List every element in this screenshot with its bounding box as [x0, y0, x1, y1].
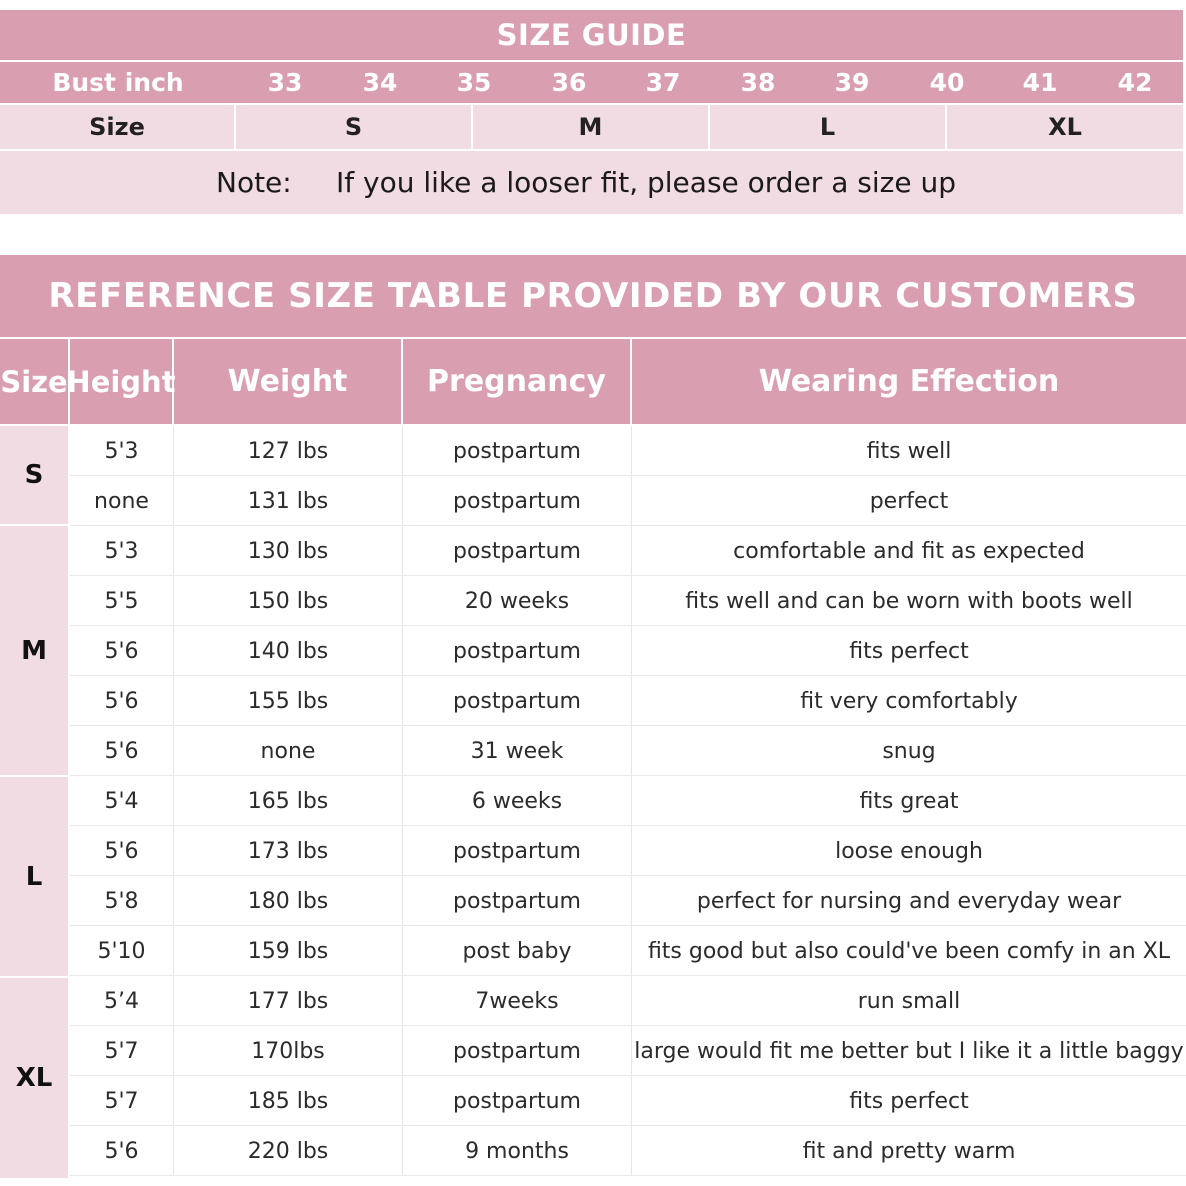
- weight-cell: 165 lbs: [174, 776, 403, 826]
- size-m: M: [473, 105, 710, 149]
- bust-value: 42: [1117, 68, 1153, 97]
- weight-cell: 131 lbs: [174, 476, 403, 526]
- bust-value: 39: [834, 68, 870, 97]
- bust-value: 36: [551, 68, 587, 97]
- wearing-effect-cell: fits perfect: [849, 1088, 969, 1114]
- weight-cell: 177 lbs: [174, 976, 403, 1026]
- table-row: [70, 476, 1186, 526]
- height-cell: 5'7: [70, 1076, 174, 1126]
- weight-cell: 140 lbs: [174, 626, 403, 676]
- group-size-m: M: [0, 526, 68, 777]
- weight-cell: 185 lbs: [174, 1076, 403, 1126]
- table-row: [70, 676, 1186, 726]
- wearing-effect-cell: snug: [882, 738, 936, 764]
- note-label: Note:: [216, 166, 292, 199]
- wearing-effect-cell: fits well and can be worn with boots well: [685, 588, 1133, 614]
- table-row: [70, 626, 1186, 676]
- wearing-effect-cell: run small: [857, 988, 961, 1014]
- pregnancy-cell: 20 weeks: [403, 576, 632, 626]
- weight-cell: 170lbs: [174, 1026, 403, 1076]
- weight-cell: 127 lbs: [174, 426, 403, 476]
- table-row: [70, 1126, 1186, 1176]
- height-cell: 5'3: [70, 526, 174, 576]
- header-pregnancy: Pregnancy: [403, 339, 632, 424]
- table-row: [70, 426, 1186, 476]
- size-label: Size: [0, 105, 236, 149]
- wearing-effect-cell: fits good but also could've been comfy in an XL: [647, 938, 1171, 964]
- wearing-effect-cell: large would fit me better but I like it a little baggy: [634, 1038, 1184, 1064]
- weight-cell: 180 lbs: [174, 876, 403, 926]
- height-cell: 5'6: [70, 726, 174, 776]
- wearing-effect-cell: comfortable and fit as expected: [733, 538, 1085, 564]
- wearing-effect-cell: fits great: [859, 788, 959, 814]
- bust-value: 33: [267, 68, 303, 97]
- table-row: [70, 926, 1186, 976]
- pregnancy-cell: postpartum: [403, 476, 632, 526]
- pregnancy-cell: post baby: [403, 926, 632, 976]
- pregnancy-cell: postpartum: [403, 426, 632, 476]
- pregnancy-cell: 6 weeks: [403, 776, 632, 826]
- wearing-effect-cell: fits well: [866, 438, 952, 464]
- bust-label: Bust inch: [52, 68, 184, 97]
- reference-table-header: [0, 339, 1186, 424]
- header-weight: Weight: [174, 339, 403, 424]
- row-divider: [70, 1175, 1186, 1176]
- height-cell: 5'5: [70, 576, 174, 626]
- table-row: [70, 526, 1186, 576]
- pregnancy-cell: postpartum: [403, 626, 632, 676]
- group-size-xl: XL: [0, 978, 68, 1178]
- size-s: S: [236, 105, 473, 149]
- note-text: If you like a looser fit, please order a size up: [336, 166, 956, 199]
- wearing-effect-cell: perfect for nursing and everyday wear: [696, 888, 1122, 914]
- wearing-effect-cell: loose enough: [835, 838, 983, 864]
- pregnancy-cell: postpartum: [403, 826, 632, 876]
- weight-cell: 130 lbs: [174, 526, 403, 576]
- header-wearing-effection: Wearing Effection: [758, 364, 1060, 399]
- bust-value: 41: [1022, 68, 1058, 97]
- size-guide-title: SIZE GUIDE: [0, 10, 1183, 60]
- bust-value: 38: [740, 68, 776, 97]
- size-xl: XL: [1048, 113, 1082, 141]
- group-size-l: L: [0, 777, 68, 978]
- table-row: [70, 776, 1186, 826]
- pregnancy-cell: postpartum: [403, 1076, 632, 1126]
- height-cell: 5'6: [70, 676, 174, 726]
- weight-cell: 150 lbs: [174, 576, 403, 626]
- bust-value: 40: [929, 68, 965, 97]
- pregnancy-cell: 9 months: [403, 1126, 632, 1176]
- table-row: [70, 826, 1186, 876]
- pregnancy-cell: postpartum: [403, 526, 632, 576]
- bust-value: 34: [362, 68, 398, 97]
- bust-value: 37: [645, 68, 681, 97]
- size-row: [0, 105, 1183, 149]
- table-row: [70, 976, 1186, 1026]
- table-row: [70, 726, 1186, 776]
- table-row: [70, 1026, 1186, 1076]
- pregnancy-cell: 31 week: [403, 726, 632, 776]
- pregnancy-cell: postpartum: [403, 876, 632, 926]
- weight-cell: 173 lbs: [174, 826, 403, 876]
- size-l: L: [710, 105, 947, 149]
- height-cell: 5'3: [70, 426, 174, 476]
- wearing-effect-cell: fit very comfortably: [800, 688, 1018, 714]
- height-cell: 5'8: [70, 876, 174, 926]
- weight-cell: 220 lbs: [174, 1126, 403, 1176]
- height-cell: 5'6: [70, 826, 174, 876]
- height-cell: 5'7: [70, 1026, 174, 1076]
- height-cell: none: [70, 476, 174, 526]
- table-row: [70, 876, 1186, 926]
- height-cell: 5'10: [70, 926, 174, 976]
- header-height: Height: [70, 339, 174, 424]
- note-row: [0, 151, 1183, 214]
- group-size-s: S: [0, 426, 68, 526]
- pregnancy-cell: postpartum: [403, 1026, 632, 1076]
- bust-value: 35: [456, 68, 492, 97]
- weight-cell: 159 lbs: [174, 926, 403, 976]
- table-row: [70, 1076, 1186, 1126]
- pregnancy-cell: 7weeks: [403, 976, 632, 1026]
- wearing-effect-cell: fits perfect: [849, 638, 969, 664]
- wearing-effect-cell: fit and pretty warm: [802, 1138, 1016, 1164]
- height-cell: 5'6: [70, 1126, 174, 1176]
- height-cell: 5'6: [70, 626, 174, 676]
- height-cell: 5'4: [70, 776, 174, 826]
- weight-cell: none: [174, 726, 403, 776]
- table-row: [70, 576, 1186, 626]
- bust-row: [0, 62, 1183, 103]
- height-cell: 5’4: [70, 976, 174, 1026]
- pregnancy-cell: postpartum: [403, 676, 632, 726]
- weight-cell: 155 lbs: [174, 676, 403, 726]
- wearing-effect-cell: perfect: [869, 488, 949, 514]
- reference-table-title: REFERENCE SIZE TABLE PROVIDED BY OUR CUSTOMERS: [0, 255, 1186, 337]
- header-size: Size: [0, 339, 70, 424]
